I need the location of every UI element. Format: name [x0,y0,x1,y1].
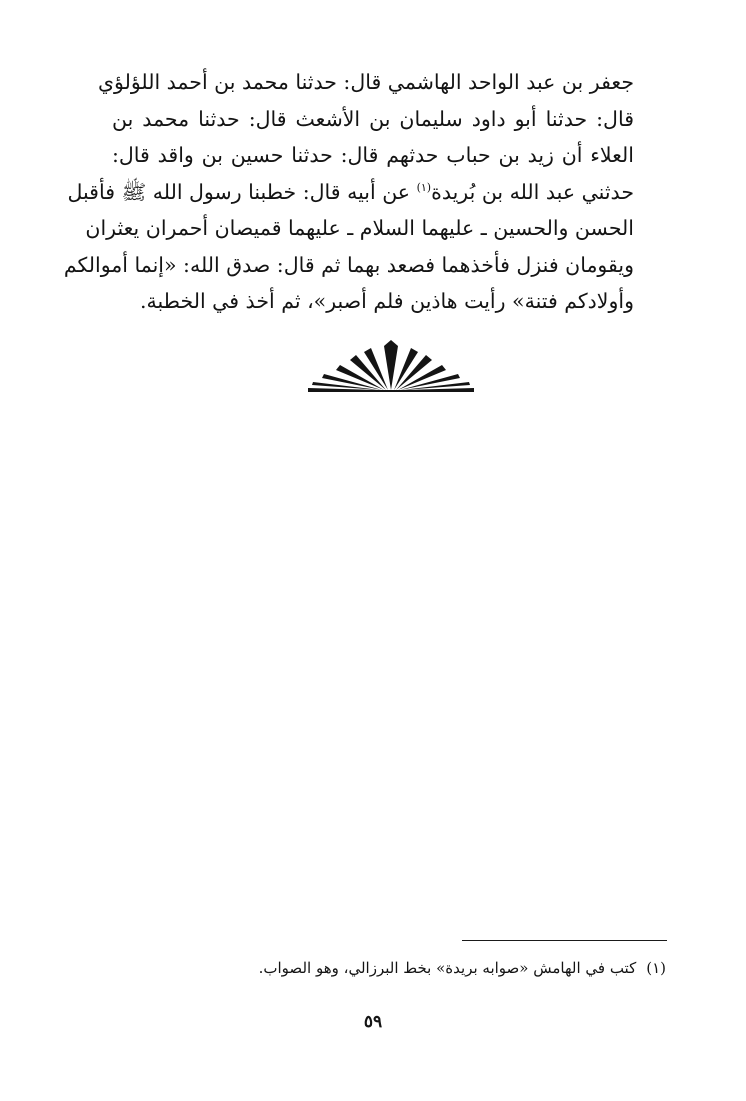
text-line: قال: حدثنا أبو داود سليمان بن الأشعث قال: حدثنا محمد بن [112,106,634,131]
footnote [146,955,666,981]
text-line: العلاء أن زيد بن حباب حدثهم قال: حدثنا حسين بن واقد قال: [112,143,634,167]
text-line: وأولادكم فتنة» رأيت هاذين فلم أصبر»، ثم أخذ في الخطبة. [139,289,634,313]
footnote-reference: (١) [416,180,432,194]
text-line-segment: عن أبيه قال: خطبنا رسول الله ﷺ فأقبل [67,179,417,204]
page-number: ٥٩ [363,1012,383,1032]
text-line [67,174,634,211]
text-line: جعفر بن عبد الواحد الهاشمي قال: حدثنا محمد بن أحمد اللؤلؤي [97,70,634,94]
text-line: الحسن والحسين ـ عليهما السلام ـ عليهما قميصان أحمران يعثران [85,216,634,240]
text-line: ويقومان فنزل فأخذهما فصعد بهما ثم قال: صدق الله: «إنما أموالكم [63,252,634,277]
text-line-segment: حدثني عبد الله بن بُريدة [431,179,634,204]
sunburst-ornament-icon [308,340,474,392]
main-text-block [63,64,634,320]
footnote-separator [462,940,667,941]
footnote-number: (١) [646,959,666,977]
footnote-text: كتب في الهامش «صوابه بريدة» بخط البرزالي، وهو الصواب. [258,959,637,977]
